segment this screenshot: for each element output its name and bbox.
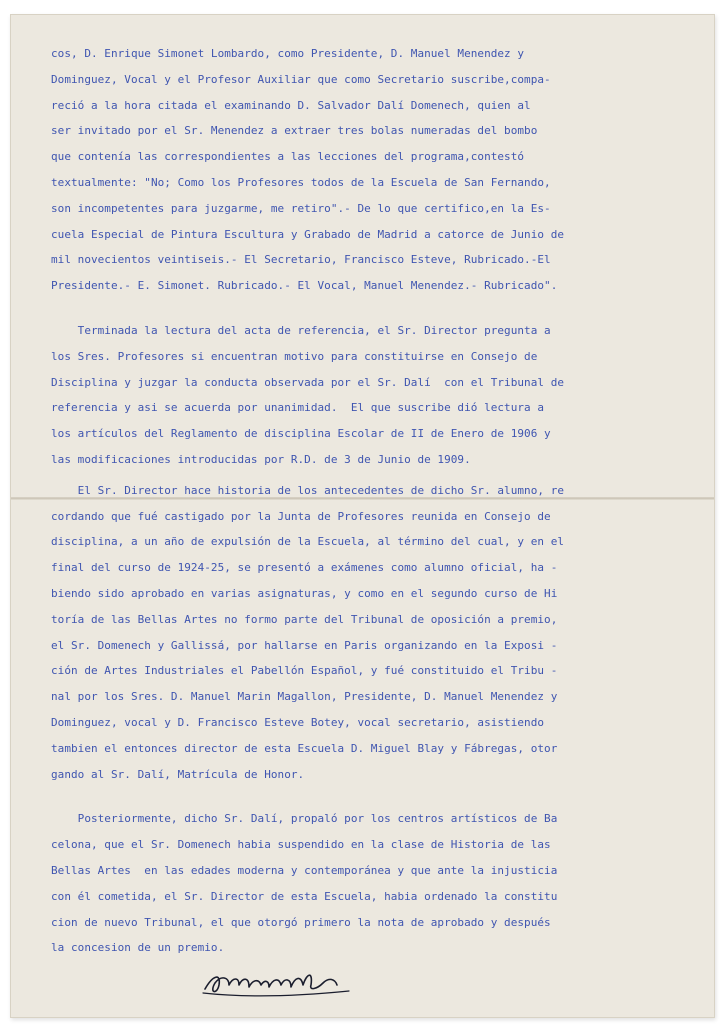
text-line: gando al Sr. Dalí, Matrícula de Honor. [51, 767, 305, 781]
text-line: disciplina, a un año de expulsión de la Escuela, al término del cual, y en el [51, 535, 565, 549]
text-line: cordando que fué castigado por la Junta de Profesores reunida en Consejo de [51, 509, 551, 523]
handwritten-signature [199, 955, 359, 1003]
text-line: nal por los Sres. D. Manuel Marin Magallon, Presidente, D. Manuel Menendez y [51, 690, 558, 704]
text-line: mil novecientos veintiseis.- El Secretario, Francisco Esteve, Rubricado.-El [51, 253, 551, 267]
text-line: Dominguez, vocal y D. Francisco Esteve Botey, vocal secretario, asistiendo [51, 715, 545, 729]
text-line: son incompetentes para juzgarme, me retiro".- De lo que certifico,en la Es- [51, 201, 551, 215]
text-line: cuela Especial de Pintura Escultura y Grabado de Madrid a catorce de Junio de [51, 227, 565, 241]
text-line: Disciplina y juzgar la conducta observada por el Sr. Dalí con el Tribunal de [51, 375, 565, 389]
text-line: biendo sido aprobado en varias asignaturas, y como en el segundo curso de Hi [51, 586, 558, 600]
paragraph-3 [51, 478, 711, 788]
text-line: los Sres. Profesores si encuentran motivo para constituirse en Consejo de [51, 349, 538, 363]
text-line: con él cometida, el Sr. Director de esta Escuela, habia ordenado la constitu [51, 889, 558, 903]
text-line: Posteriormente, dicho Sr. Dalí, propaló por los centros artísticos de Ba [51, 812, 558, 826]
text-line: cos, D. Enrique Simonet Lombardo, como Presidente, D. Manuel Menendez y [51, 47, 525, 60]
text-line: Dominguez, Vocal y el Profesor Auxiliar que como Secretario suscribe,compa- [51, 72, 551, 86]
text-line: final del curso de 1924-25, se presentó a exámenes como alumno oficial, ha - [51, 561, 558, 575]
text-line: cion de nuevo Tribunal, el que otorgó primero la nota de aprobado y después [51, 915, 551, 929]
paragraph-4 [51, 806, 711, 961]
text-line: reció a la hora citada el examinando D. Salvador Dalí Domenech, quien al [51, 98, 531, 112]
text-line: Terminada la lectura del acta de referencia, el Sr. Director pregunta a [51, 323, 551, 337]
document-page [10, 14, 715, 1018]
typed-text-body [51, 41, 711, 961]
paragraph-spacer [51, 787, 711, 806]
text-line: Bellas Artes en las edades moderna y contemporánea y que ante la injusticia [51, 863, 558, 877]
paragraph-2 [51, 318, 711, 473]
text-line: Presidente.- E. Simonet. Rubricado.- El Vocal, Manuel Menendez.- Rubricado". [51, 279, 558, 293]
text-line: las modificaciones introducidas por R.D. de 3 de Junio de 1909. [51, 452, 471, 466]
text-line: que contenía las correspondientes a las lecciones del programa,contestó [51, 150, 525, 164]
text-line: referencia y asi se acuerda por unanimidad. El que suscribe dió lectura a [51, 401, 545, 415]
text-line: los artículos del Reglamento de disciplina Escolar de II de Enero de 1906 y [51, 427, 551, 441]
text-line: la concesion de un premio. [51, 941, 225, 955]
text-line: tambien el entonces director de esta Escuela D. Miguel Blay y Fábregas, otor [51, 741, 558, 755]
text-line: ción de Artes Industriales el Pabellón Español, y fué constituido el Tribu - [51, 664, 558, 678]
paragraph-1 [51, 41, 711, 299]
text-line: El Sr. Director hace historia de los antecedentes de dicho Sr. alumno, re [51, 483, 565, 497]
text-line: ser invitado por el Sr. Menendez a extraer tres bolas numeradas del bombo [51, 124, 538, 138]
text-line: el Sr. Domenech y Gallissá, por hallarse en Paris organizando en la Exposi - [51, 638, 558, 652]
text-line: textualmente: "No; Como los Profesores todos de la Escuela de San Fernando, [51, 175, 551, 189]
paragraph-spacer [51, 299, 711, 318]
text-line: toría de las Bellas Artes no formo parte del Tribunal de oposición a premio, [51, 612, 558, 626]
text-line: celona, que el Sr. Domenech habia suspendido en la clase de Historia de las [51, 838, 551, 852]
